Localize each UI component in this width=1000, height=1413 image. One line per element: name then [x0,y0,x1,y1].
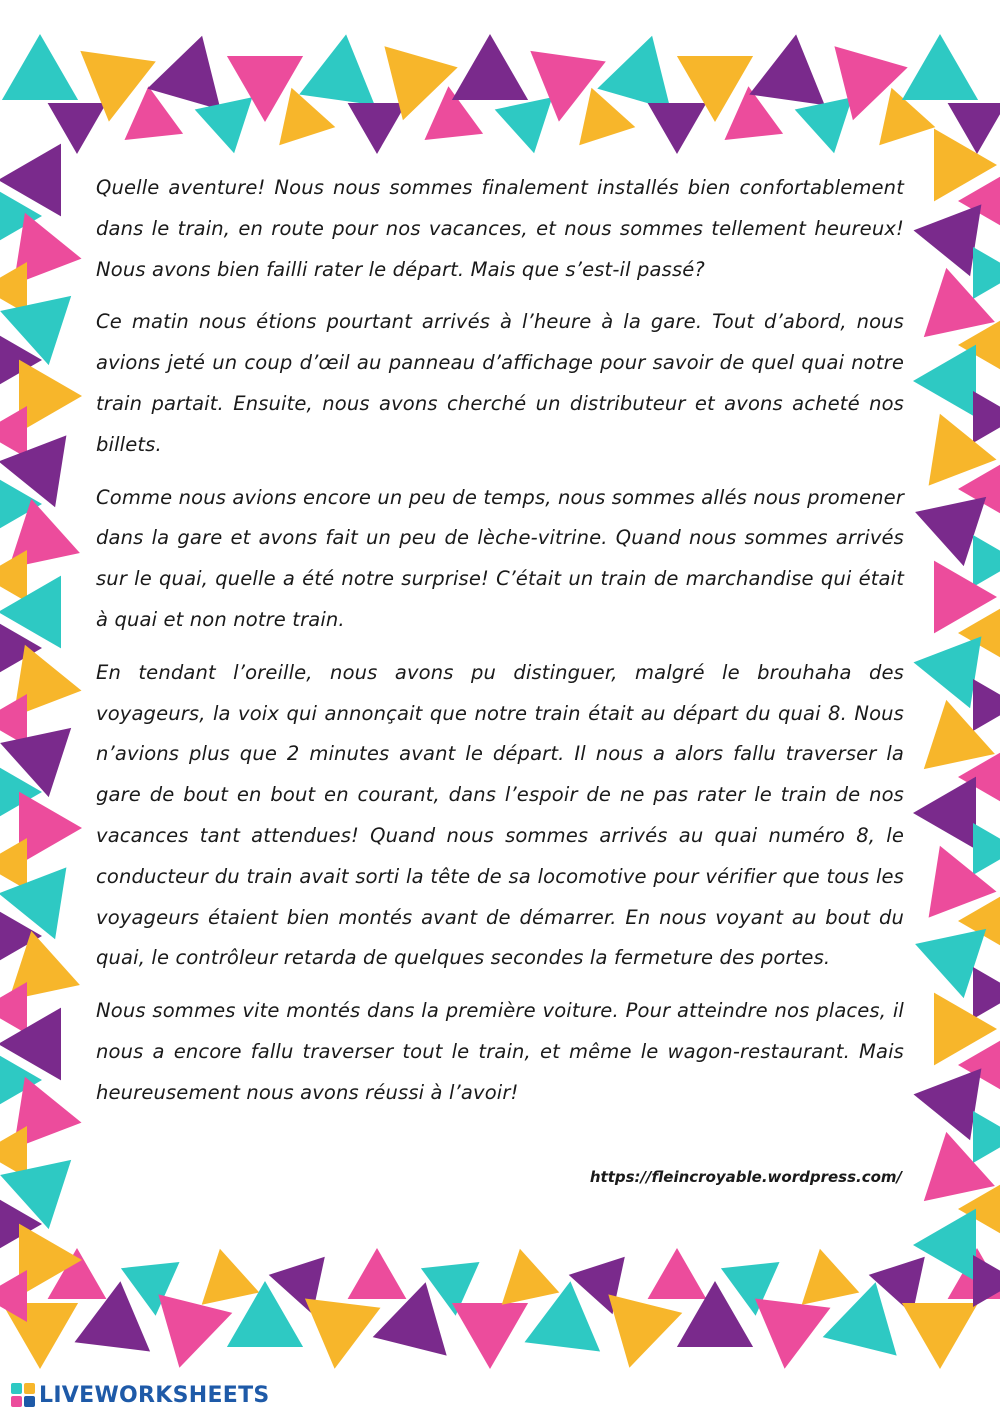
border-triangle [299,34,375,105]
paragraph-3: Comme nous avions encore un peu de temps, nous sommes allés nous promener dans la gare et avons fait un peu de lèche-vitrine. Quand nous sommes arrivés sur le quai, quelle a été notre surprise! C’était un train de marchandise qui était à quai et non notre train. [96,485,904,631]
border-triangle [973,967,1000,1019]
border-triangle [648,1248,707,1299]
border-triangle [973,535,1000,587]
border-triangle [973,823,1000,875]
brand-name: LIVEWORKSHEETS [39,1382,270,1408]
border-triangle [305,1299,381,1369]
border-triangle [973,679,1000,731]
paragraph-5: Nous sommes vite montés dans la première voiture. Pour atteindre nos places, il nous a encore fallu traverser tout le train, et même le wagon-restaurant. Mais heureusement nous avons réussi à l’avoir! [96,999,904,1104]
border-triangle [914,204,982,276]
border-triangle [902,1303,978,1369]
border-triangle [0,406,27,458]
border-triangle [158,1294,232,1367]
border-triangle [202,1249,260,1305]
border-triangle [19,360,82,433]
border-triangle [452,1303,528,1369]
border-triangle [914,1068,982,1140]
border-triangle [2,34,78,100]
paragraph-4: En tendant l’oreille, nous avons pu distinguer, malgré le brouhaha des voyageurs, la voix qui annonçait que notre train était au départ du quai 8. Nous n’avions plus que 2 minutes avant le départ. Il nous a alors fallu traverser la gare de bout en bout en courant, dans l’espoir de ne pas rater le train de nos vacances tant attendues! Quand nous sommes arrivés au quai numéro 8, le conducteur du train avait sorti la tête de sa locomotive pour vérifier que tous les voyageurs étaient bien montés avant de démarrer. En nous voyant au bout du quai, le contrôleur retarda de quelques secondes la fermeture des portes. [96,660,904,970]
border-triangle [452,34,528,100]
border-triangle [795,97,853,153]
border-triangle [902,34,978,100]
border-triangle [802,1249,860,1305]
source-url[interactable]: https://fleincroyable.wordpress.com/ [589,1168,902,1186]
border-triangle [913,1209,976,1282]
border-triangle [973,391,1000,443]
border-triangle [0,1270,27,1322]
border-triangle [608,1294,682,1367]
border-triangle [749,34,825,105]
border-triangle [348,1248,407,1299]
border-triangle [914,636,982,708]
border-triangle [195,97,253,153]
border-triangle [147,36,220,110]
border-triangle [502,1249,560,1305]
border-triangle [0,838,27,890]
border-triangle [973,1255,1000,1307]
border-triangle [597,36,670,110]
border-triangle [913,345,976,418]
border-triangle [913,777,976,850]
border-triangle [19,792,82,865]
paragraph-1: Quelle aventure! Nous nous sommes finalement installés bien confortablement dans le train, en route pour nos vacances, et nous sommes tellement heureux! Nous avons bien failli rater le départ. Mais que s’est-il passé? [96,176,904,281]
liveworksheets-brand [10,1380,270,1410]
border-triangle [973,1111,1000,1163]
story-text [96,168,904,1126]
paragraph-2: Ce matin nous étions pourtant arrivés à l’heure à la gare. Tout d’abord, nous avions jeté un coup d’œil au panneau d’affichage pour savoir de quel quai notre train partait. Ensuite, nous avons cherché un distributeur et avons acheté nos billets. [96,310,904,456]
border-triangle [755,1299,831,1369]
border-triangle [648,103,707,154]
border-triangle [973,247,1000,299]
border-triangle [348,103,407,154]
border-triangle [495,97,553,153]
liveworksheets-logo-icon [10,1382,36,1408]
